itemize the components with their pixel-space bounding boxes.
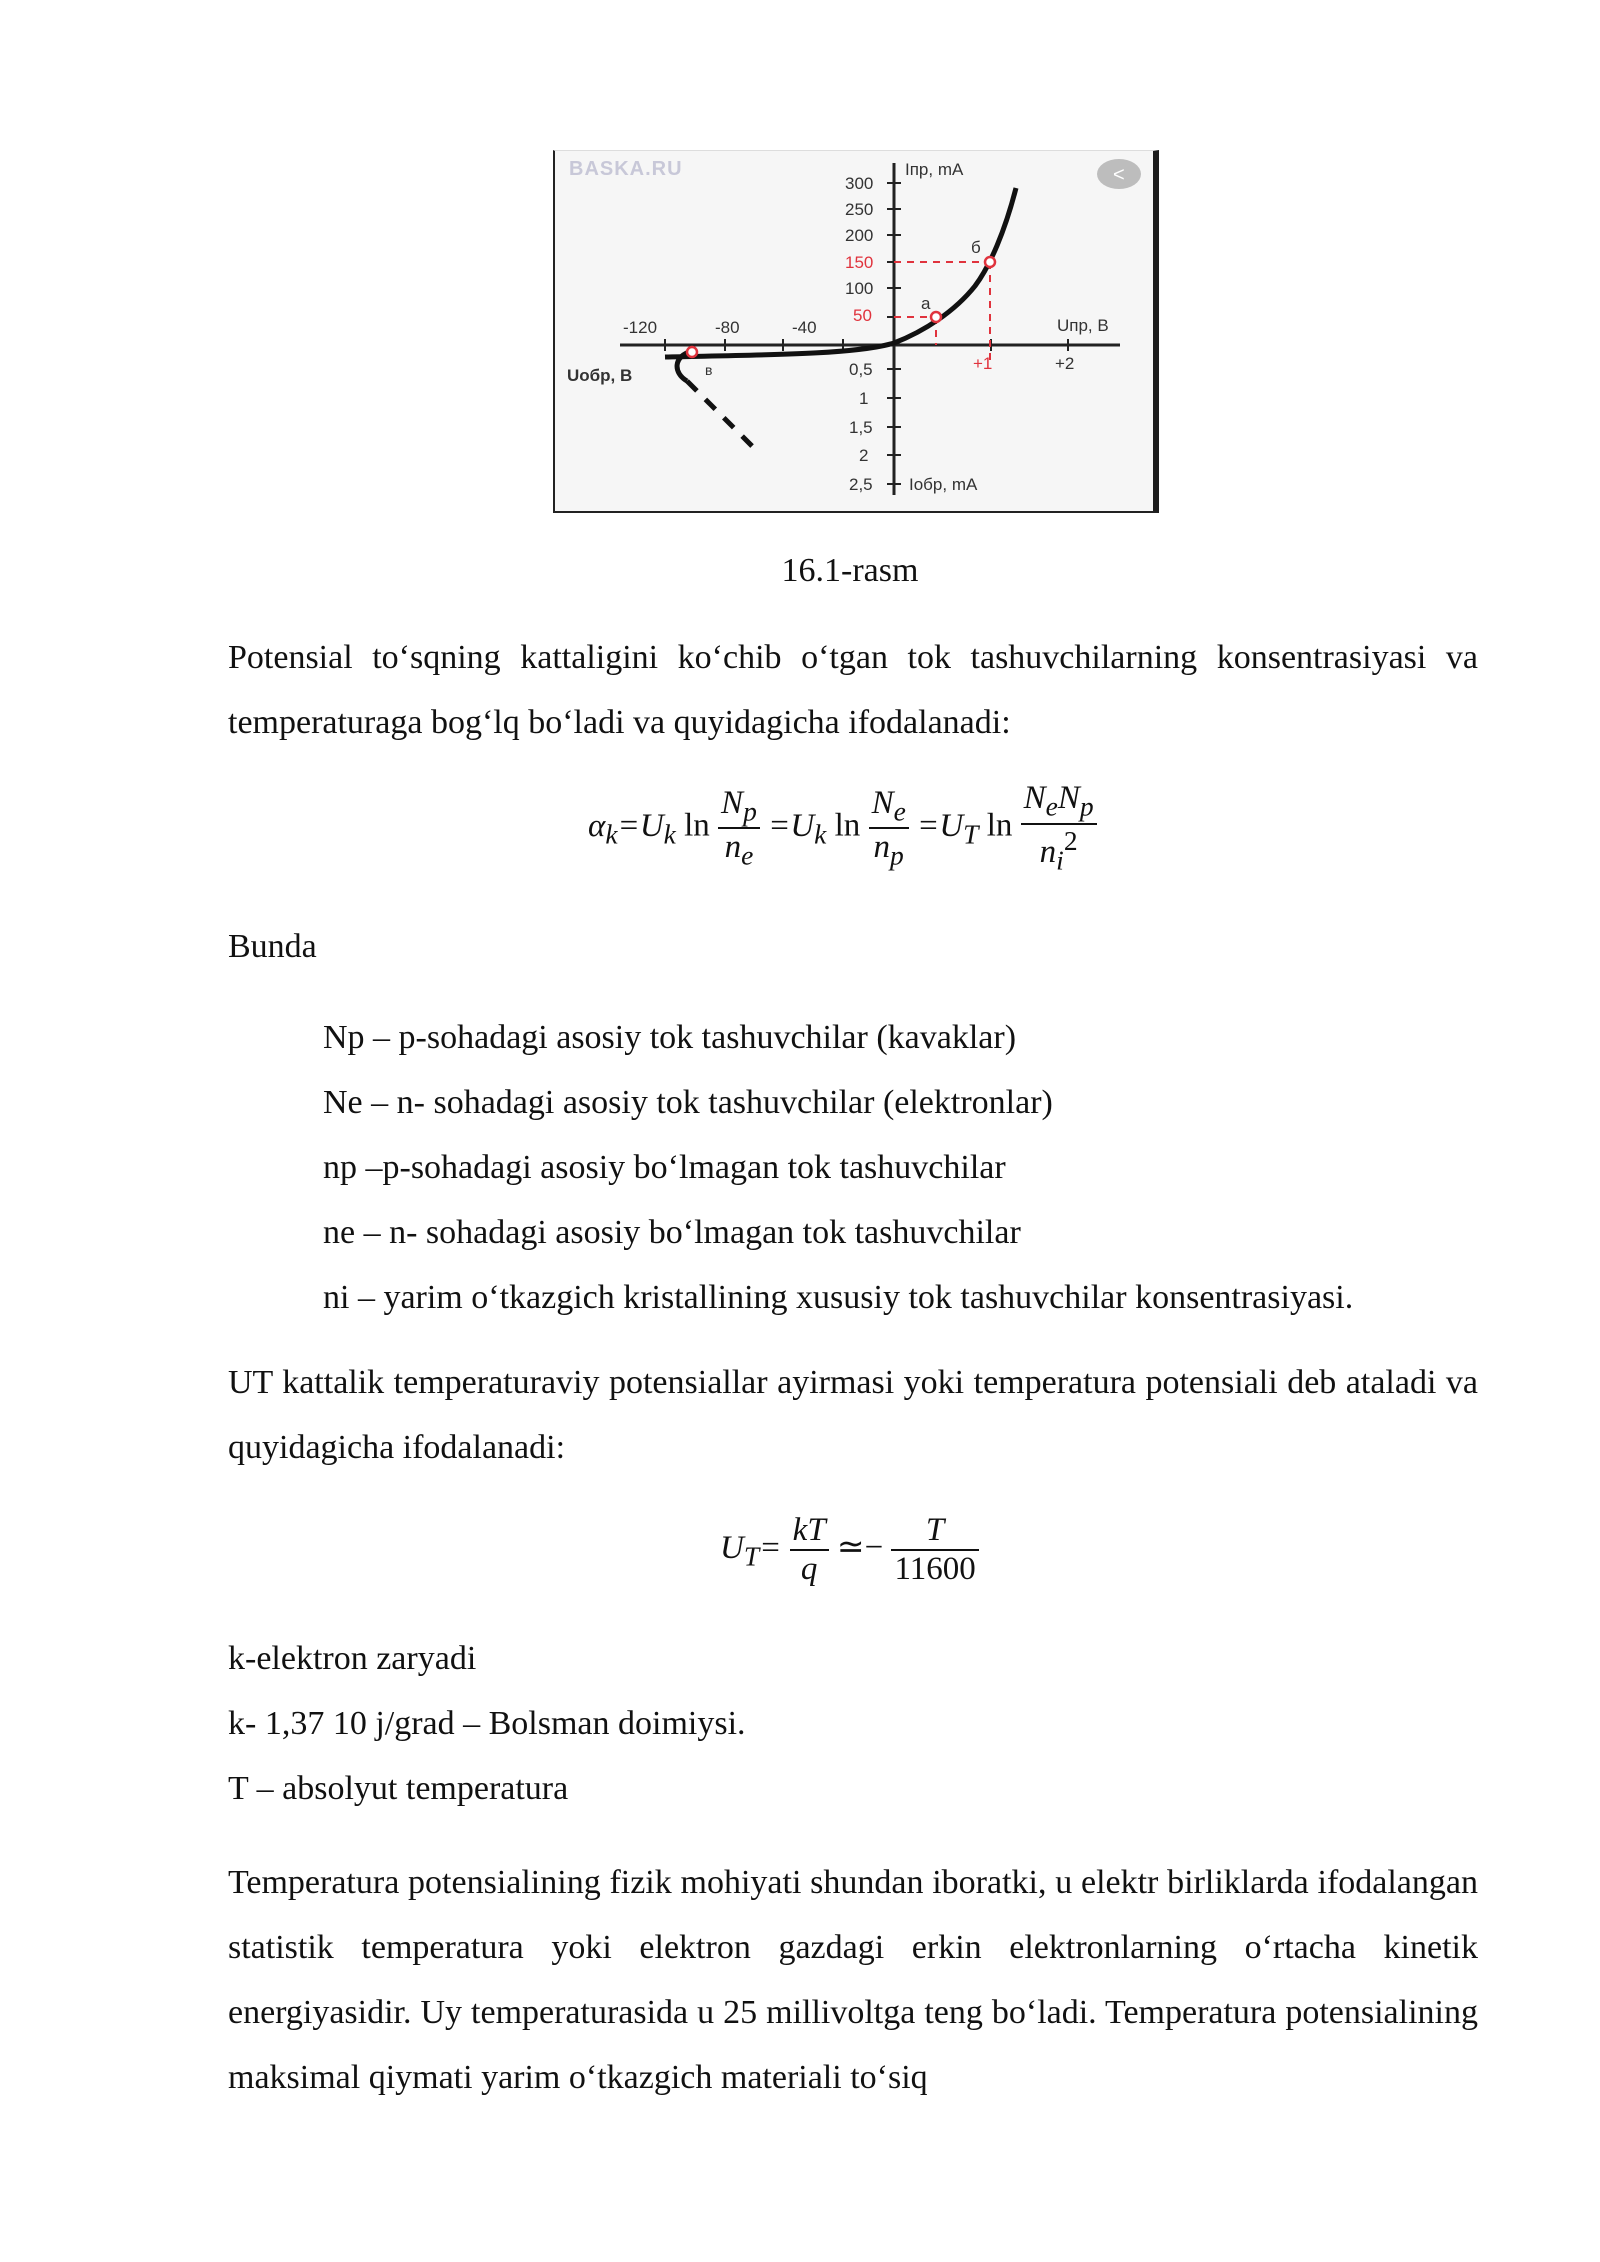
- x-axis-neg-label: Uобр, B: [567, 366, 633, 385]
- x-axis-pos-label: Uпр, B: [1057, 316, 1109, 335]
- y-neg-tick-1: 1: [859, 389, 869, 408]
- line-absolute-temp: T – absolyut temperatura: [228, 1770, 569, 1807]
- y-neg-tick-2: 2: [859, 446, 869, 465]
- x-tick-m80: -80: [715, 318, 740, 337]
- definition-np: Np – p-sohadagi asosiy tok tashuvchilar (kavaklar): [323, 1019, 1017, 1056]
- y-neg-tick-2-5: 2,5: [849, 475, 873, 494]
- y-tick-50: 50: [853, 306, 872, 325]
- point-b-marker: [985, 257, 995, 267]
- y-tick-100: 100: [845, 279, 874, 298]
- back-icon: <: [1113, 164, 1125, 186]
- y-tick-200: 200: [845, 226, 874, 245]
- definition-ni: ni – yarim o‘tkazgich kristallining xususiy tok tashuvchilar konsentrasiyasi.: [323, 1279, 1354, 1316]
- figure-caption: 16.1-rasm: [781, 552, 919, 589]
- y-axis-neg-label: Iобр, mA: [909, 475, 978, 494]
- formula-alpha-k: $\alpha_k=U_k$ ln $\frac{N_p}{n_e}$ $=U_k$ ln $\frac{N_e}{n_p}$ $=U_T$ ln $\frac{N_eN_p}{n_i^2}$: [588, 780, 1097, 876]
- line-electron-charge: k-elektron zaryadi: [228, 1640, 477, 1677]
- point-a-marker: [931, 312, 941, 322]
- point-v-label: в: [705, 362, 713, 378]
- y-tick-250: 250: [845, 200, 874, 219]
- y-tick-300: 300: [845, 174, 874, 193]
- definition-np-minor: np –p-sohadagi asosiy bo‘lmagan tok tashuvchilar: [323, 1149, 1006, 1186]
- y-neg-tick-1-5: 1,5: [849, 418, 873, 437]
- paragraph-3: [228, 1850, 1478, 2110]
- diode-iv-figure: [553, 150, 1159, 513]
- x-tick-p2: +2: [1055, 354, 1075, 373]
- definition-ne-minor: ne – n- sohadagi asosiy bo‘lmagan tok tashuvchilar: [323, 1214, 1021, 1251]
- back-button[interactable]: [1097, 159, 1141, 189]
- paragraph-2-text: UT kattalik temperaturaviy potensiallar ayirmasi yoki temperatura potensiali deb ataladi va quyidagicha ifodalanadi:: [228, 1364, 1478, 1466]
- x-tick-m120: -120: [623, 318, 658, 337]
- point-v-marker: [687, 347, 697, 357]
- x-tick-p1: +1: [973, 354, 993, 373]
- point-b-label: б: [971, 238, 981, 257]
- formula-2-denominator: 11600: [894, 1551, 976, 1587]
- y-neg-tick-0-5: 0,5: [849, 360, 873, 379]
- watermark: BASKA.RU: [569, 158, 683, 180]
- point-a-label: a: [921, 294, 931, 313]
- line-boltzmann: k- 1,37 10 j/grad – Bolsman doimiysi.: [228, 1705, 746, 1742]
- definition-ne: Ne – n- sohadagi asosiy tok tashuvchilar (elektronlar): [323, 1084, 1053, 1121]
- iv-characteristic-graph: [555, 151, 1145, 507]
- x-tick-m40: -40: [792, 318, 817, 337]
- bunda-label: Bunda: [228, 928, 317, 965]
- paragraph-2: [228, 1350, 1478, 1480]
- paragraph-3-text: Temperatura potensialining fizik mohiyati shundan iboratki, u elektr birliklarda ifodalangan statistik temperatura yoki elektron gazdagi erkin elektronlarning o‘rtacha kinetik energiyasidir. Uy temperaturasida u 25 millivoltga teng bo‘ladi. Temperatura potensialining maksimal qiymati yarim o‘tkazgich materiali to‘siq: [228, 1864, 1478, 2096]
- breakdown-dash: [687, 381, 755, 449]
- y-axis-pos-label: Iпр, mA: [905, 160, 964, 179]
- paragraph-1-text: Potensial to‘sqning kattaligini ko‘chib o‘tgan tok tashuvchilarning konsentrasiyasi va temperaturaga bog‘lq bo‘ladi va quyidagicha ifodalanadi:: [228, 639, 1478, 741]
- formula-ut: $U_T=$ $\frac{kT}{q}$ ≃− $\frac{T}{11600}$: [720, 1512, 979, 1588]
- paragraph-1: [228, 625, 1478, 755]
- y-tick-150: 150: [845, 253, 874, 272]
